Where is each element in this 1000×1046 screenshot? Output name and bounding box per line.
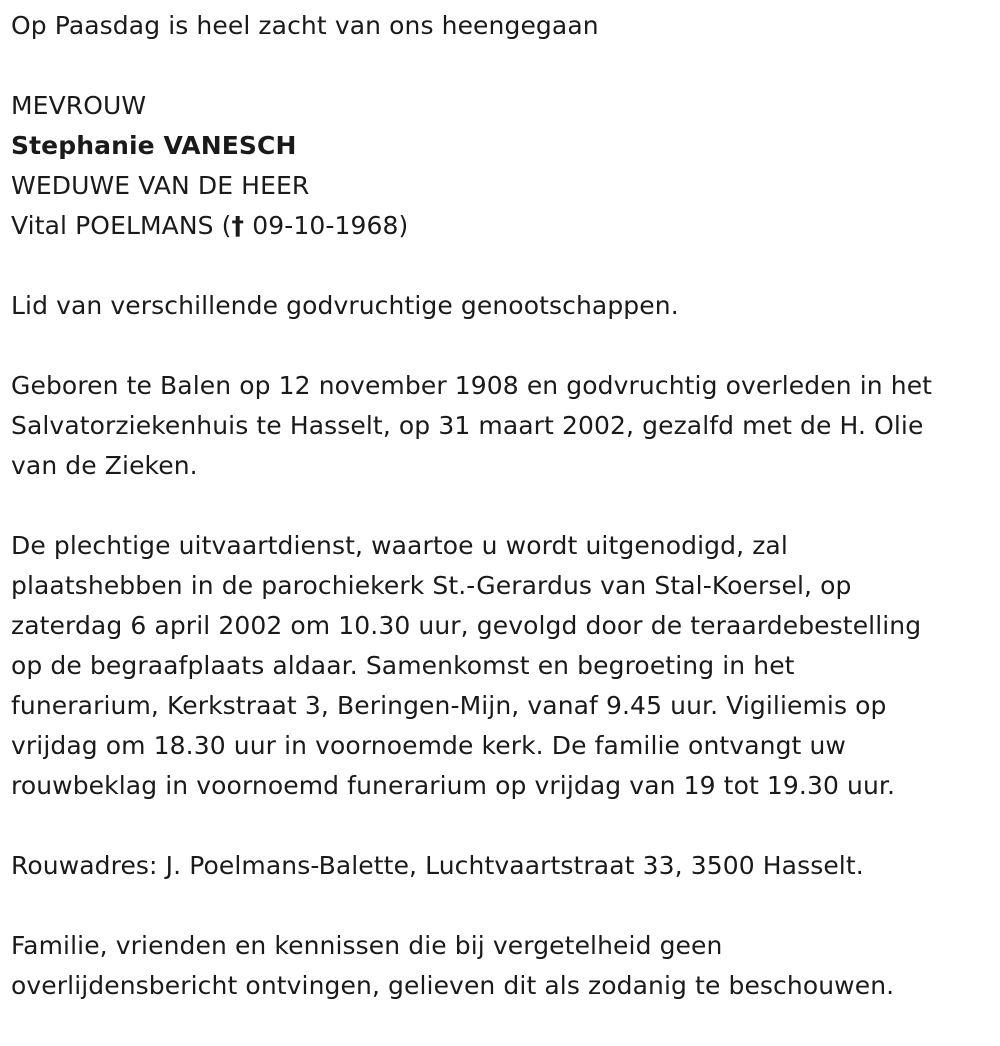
obituary-document: [11, 6, 986, 1006]
funeral-paragraph: [11, 526, 986, 806]
paragraph-line: funerarium, Kerkstraat 3, Beringen-Mijn, vanaf 9.45 uur. Vigiliemis op: [11, 691, 887, 720]
spacer: [11, 886, 986, 926]
paragraph-line: plaatshebben in de parochiekerk St.-Gerardus van Stal-Koersel, op: [11, 571, 852, 600]
mourning-address: Rouwadres: J. Poelmans-Balette, Luchtvaartstraat 33, 3500 Hasselt.: [11, 851, 864, 880]
spacer: [11, 326, 986, 366]
deceased-name: Stephanie VANESCH: [11, 131, 297, 160]
paragraph-line: Familie, vrienden en kennissen die bij vergetelheid geen: [11, 931, 723, 960]
paragraph-line: overlijdensbericht ontvingen, gelieven dit als zodanig te beschouwen.: [11, 971, 895, 1000]
paragraph-line: Salvatorziekenhuis te Hasselt, op 31 maart 2002, gezalfd met de H. Olie: [11, 411, 924, 440]
paragraph-line: zaterdag 6 april 2002 om 10.30 uur, gevolgd door de teraardebestelling: [11, 611, 922, 640]
spacer: [11, 46, 986, 86]
paragraph-line: Geboren te Balen op 12 november 1908 en godvruchtig overleden in het: [11, 371, 933, 400]
paragraph-line: rouwbeklag in voornoemd funerarium op vrijdag van 19 tot 19.30 uur.: [11, 771, 896, 800]
closing-paragraph: [11, 926, 986, 1006]
paragraph-line: vrijdag om 18.30 uur in voornoemde kerk. De familie ontvangt uw: [11, 731, 846, 760]
spacer: [11, 246, 986, 286]
paragraph-line: van de Zieken.: [11, 451, 198, 480]
husband-line: [11, 206, 986, 246]
cross-icon: †: [231, 211, 245, 240]
husband-name: Vital POELMANS (: [11, 211, 232, 240]
paragraph-line: De plechtige uitvaartdienst, waartoe u wordt uitgenodigd, zal: [11, 531, 788, 560]
spacer: [11, 806, 986, 846]
widow-of-text: WEDUWE VAN DE HEER: [11, 171, 310, 200]
husband-death-date: 09-10-1968): [244, 211, 409, 240]
membership-text: Lid van verschillende godvruchtige genootschappen.: [11, 291, 679, 320]
honorific: MEVROUW: [11, 91, 147, 120]
birth-death-paragraph: [11, 366, 986, 486]
intro-text: Op Paasdag is heel zacht van ons heengegaan: [11, 11, 599, 40]
spacer: [11, 486, 986, 526]
paragraph-line: op de begraafplaats aldaar. Samenkomst en begroeting in het: [11, 651, 795, 680]
